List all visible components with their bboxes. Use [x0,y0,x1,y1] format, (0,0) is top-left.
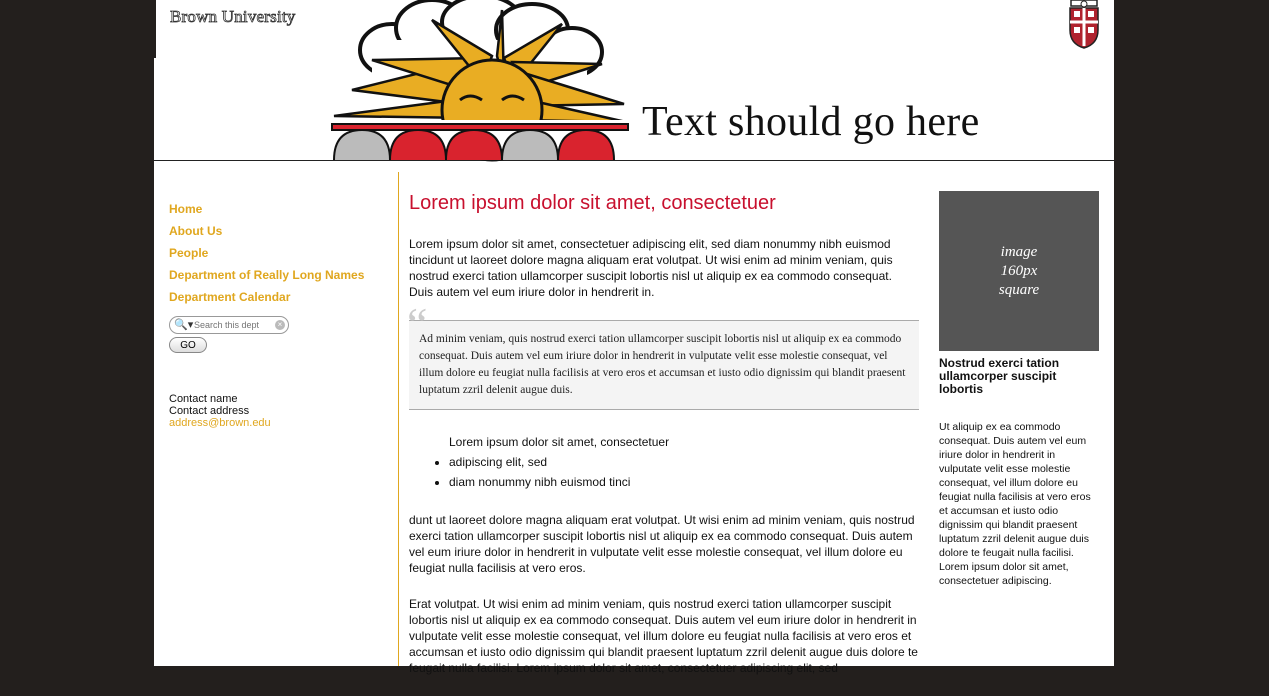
sidebar-heading: Nostrud exerci tation ullamcorper suscipit lobortis [939,356,1060,396]
page [154,0,1114,675]
contact-block [169,393,389,429]
header-edge [154,0,156,58]
quote-mark-icon: “ [407,298,428,349]
search-input[interactable] [194,318,272,331]
contact-email-link[interactable]: address@brown.edu [169,417,271,429]
main-content [409,190,919,696]
nav-item-about-us[interactable]: About Us [169,224,223,238]
sidebar-body: Ut aliquip ex ea commodo consequat. Duis autem vel eum iriure dolor in hendrerit in vulputate velit esse molestie consequat, vel illum dolore eu feugiat nulla facilisis at vero eros et accumsan et iusto odio dignissim qui blandit praesent luptatum zzril delenit augue duis dolore te feugait nulla facilisi. Lorem ipsum dolor sit amet, consectetuer adipiscing. [939,421,1091,587]
header-tagline: Text should go here [642,99,980,145]
clear-search-icon[interactable]: × [275,320,285,330]
quote-text: Ad minim veniam, quis nostrud exerci tation ullamcorper suscipit lobortis nisl ut aliquip ex ea commodo consequat. Duis autem vel eum iriure dolor in hendrerit in vulputate velit esse molestie consequat, vel illum dolore eu feugiat nulla facilisis at vero eros et accumsan et iusto odio dignissim qui blandit praesent luptatum zzril delenit augue duis. [419,333,906,396]
left-column [169,198,389,429]
nav-item-department-long-names[interactable]: Department of Really Long Names [169,268,365,282]
body-paragraph-2: dunt ut laoreet dolore magna aliquam erat volutpat. Ut wisi enim ad minim veniam, quis nostrud exerci tation ullamcorper suscipit lobortis nisl ut aliquip ex ea commodo consequat. Duis autem vel eum iriure dolor in hendrerit in vulputate velit esse molestie consequat, vel illum dolore eu feugiat nulla facilisis at vero eros. [409,513,915,575]
search-box [169,316,289,334]
right-column [939,191,1099,588]
sun-cloud-banner-icon [332,0,628,160]
bullet-list [409,432,919,492]
nav-item-people[interactable]: People [169,246,209,260]
body-paragraph-3: Erat volutpat. Ut wisi enim ad minim veniam, quis nostrud exerci tation ullamcorper suscipit lobortis nisl ut aliquip ex ea commodo consequat. Duis autem vel eum iriure dolor in hendrerit in vulputate velit esse molestie consequat, vel illum dolore eu feugiat nulla facilisis at vero eros et accumsan et iusto odio dignissim qui blandit praesent luptatum zzril delenit augue duis dolore te feugait nulla facilisi. Lorem ipsum dolor sit amet, consectetuer adipiscing elit, sed [409,597,918,675]
pull-quote [407,298,919,410]
list-item: • diam nonummy nibh euismod tinci [449,472,919,492]
nav-item-home[interactable]: Home [169,202,203,216]
column-divider [398,172,399,666]
image-placeholder [939,191,1099,351]
department-nav [169,198,389,308]
university-wordmark[interactable]: Brown University [170,7,296,26]
nav-item-department-calendar[interactable]: Department Calendar [169,290,291,304]
list-lead: Lorem ipsum dolor sit amet, consectetuer [449,435,670,449]
image-placeholder-line: square [998,281,1040,298]
intro-paragraph: Lorem ipsum dolor sit amet, consectetuer adipiscing elit, sed diam nonummy nibh euismod tincidunt ut laoreet dolore magna aliquam erat volutpat. Ut wisi enim ad minim veniam, quis nostrud exerci tation ullamcorper suscipit lobortis nisl ut aliquip ex ea commodo consequat. Duis autem vel eum iriure dolor in hendrerit in. [409,237,893,299]
go-button[interactable]: GO [169,337,207,353]
brown-shield-icon[interactable] [1068,0,1100,48]
site-header [154,0,1114,161]
contact-address: Contact address [169,405,250,417]
image-placeholder-line: 160px [1000,262,1038,279]
list-item: • adipiscing elit, sed [449,452,919,472]
image-placeholder-line: image [1000,243,1038,260]
contact-name: Contact name [169,393,238,405]
search-icon[interactable]: 🔍▾ [174,319,194,331]
page-title: Lorem ipsum dolor sit amet, consectetuer [409,192,776,214]
